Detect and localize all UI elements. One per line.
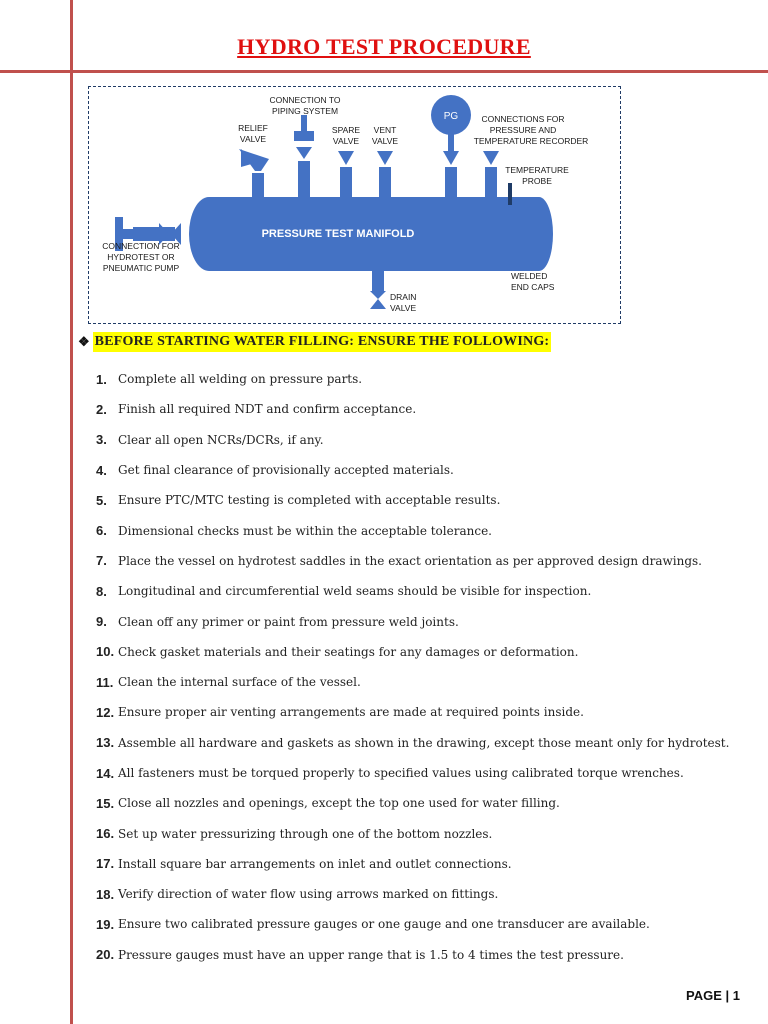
step-text: Ensure two calibrated pressure gauges or one gauge and one transducer are available. xyxy=(118,917,650,932)
recorder-valve xyxy=(483,151,499,165)
label-relief-2: VALVE xyxy=(239,134,267,144)
step-number: 15. xyxy=(96,795,115,811)
list-item xyxy=(96,485,756,515)
list-item xyxy=(96,637,756,667)
list-item xyxy=(96,425,756,455)
label-drain-1: DRAIN xyxy=(390,292,417,302)
step-number: 7. xyxy=(96,553,107,569)
manifold-diagram xyxy=(88,86,621,324)
list-item xyxy=(96,606,756,636)
vent-nozzle xyxy=(379,167,391,197)
margin-line-vertical xyxy=(70,0,73,1024)
step-text: All fasteners must be torqued properly to specified values using calibrated torque wrenches. xyxy=(118,766,684,780)
pump-stub xyxy=(123,229,135,239)
recorder-nozzle xyxy=(485,167,497,197)
piping-stub xyxy=(301,115,307,131)
page-number: PAGE | 1 xyxy=(686,988,740,1003)
label-pump-3: PNEUMATIC PUMP xyxy=(102,263,180,273)
list-item xyxy=(96,394,756,424)
section-heading-text: BEFORE STARTING WATER FILLING: ENSURE THE FOLLOWING: xyxy=(93,332,552,352)
step-number: 9. xyxy=(96,614,107,630)
label-pump-1: CONNECTION FOR xyxy=(102,241,180,251)
step-text: Pressure gauges must have an upper range that is 1.5 to 4 times the test pressure. xyxy=(118,947,624,962)
step-number: 6. xyxy=(96,523,107,539)
step-number: 2. xyxy=(96,401,107,417)
step-text: Ensure proper air venting arrangements are made at required points inside. xyxy=(118,705,584,720)
list-item xyxy=(96,758,756,788)
step-text: Clean the internal surface of the vessel. xyxy=(118,675,361,690)
step-number: 19. xyxy=(96,916,115,932)
label-drain-2: VALVE xyxy=(390,303,417,313)
step-number: 10. xyxy=(96,644,115,660)
list-item xyxy=(96,546,756,576)
gauge-valve xyxy=(443,151,459,165)
step-number: 14. xyxy=(96,765,115,781)
step-text: Assemble all hardware and gaskets as shown in the drawing, except those meant only for hydrotest. xyxy=(118,735,730,750)
vessel-left-cap xyxy=(189,197,229,271)
label-probe-1: TEMPERATURE xyxy=(505,165,569,175)
procedure-steps-list xyxy=(96,364,756,970)
list-item xyxy=(96,364,756,394)
step-text: Ensure PTC/MTC testing is completed with acceptable results. xyxy=(118,493,501,508)
list-item xyxy=(96,849,756,879)
drain-valve-bottom xyxy=(370,299,386,309)
gauge-stem xyxy=(448,133,454,151)
list-item xyxy=(96,576,756,606)
step-number: 1. xyxy=(96,371,107,387)
step-text: Place the vessel on hydrotest saddles in the exact orientation as per approved design drawings. xyxy=(118,553,702,568)
gauge-nozzle xyxy=(445,167,457,197)
list-item xyxy=(96,697,756,727)
label-probe-2: PROBE xyxy=(522,176,552,186)
label-spare-1: SPARE xyxy=(331,125,361,135)
manifold-diagram-svg xyxy=(89,87,622,325)
step-number: 4. xyxy=(96,462,107,478)
drain-nozzle xyxy=(372,271,384,291)
step-number: 11. xyxy=(96,674,114,690)
step-number: 12. xyxy=(96,704,115,720)
relief-nozzle xyxy=(252,173,264,197)
list-item xyxy=(96,667,756,697)
list-item xyxy=(96,940,756,970)
step-number: 5. xyxy=(96,492,107,508)
spare-valve xyxy=(338,151,354,165)
list-item xyxy=(96,788,756,818)
section-heading xyxy=(78,332,551,352)
list-item xyxy=(96,909,756,939)
step-number: 16. xyxy=(96,826,115,842)
vessel-right-cap xyxy=(525,197,553,271)
step-number: 3. xyxy=(96,432,107,448)
label-vent-2: VALVE xyxy=(371,136,399,146)
step-number: 20. xyxy=(96,947,115,963)
label-piping-1: CONNECTION TO xyxy=(269,95,341,105)
spare-nozzle xyxy=(340,167,352,197)
diamond-bullet-icon: ❖ xyxy=(78,334,90,349)
step-number: 8. xyxy=(96,583,107,599)
list-item xyxy=(96,818,756,848)
manifold-label: PRESSURE TEST MANIFOLD xyxy=(261,228,415,240)
piping-nozzle xyxy=(298,161,310,197)
step-text: Finish all required NDT and confirm acceptance. xyxy=(118,402,417,417)
step-text: Set up water pressurizing through one of the bottom nozzles. xyxy=(118,826,493,841)
step-text: Clean off any primer or paint from pressure weld joints. xyxy=(118,614,459,629)
drain-valve-top xyxy=(370,291,386,299)
step-text: Verify direction of water flow using arrows marked on fittings. xyxy=(118,887,499,902)
temperature-probe xyxy=(508,183,512,205)
step-text: Get final clearance of provisionally accepted materials. xyxy=(118,463,454,478)
step-number: 17. xyxy=(96,856,115,872)
label-spare-2: VALVE xyxy=(332,136,360,146)
label-recorder-3: TEMPERATURE RECORDER xyxy=(473,136,589,146)
step-text: Check gasket materials and their seatings for any damages or deformation. xyxy=(118,644,579,659)
label-recorder-1: CONNECTIONS FOR xyxy=(481,114,565,124)
step-text: Clear all open NCRs/DCRs, if any. xyxy=(118,432,324,447)
step-text: Complete all welding on pressure parts. xyxy=(118,372,363,387)
gauge-label: PG xyxy=(443,111,459,122)
list-item xyxy=(96,515,756,545)
margin-line-horizontal xyxy=(0,70,768,73)
label-caps-2: END CAPS xyxy=(511,282,555,292)
list-item xyxy=(96,455,756,485)
label-recorder-2: PRESSURE AND xyxy=(489,125,557,135)
label-pump-2: HYDROTEST OR xyxy=(107,252,175,262)
step-number: 13. xyxy=(96,735,115,751)
piping-flange xyxy=(294,131,314,141)
label-caps-1: WELDED xyxy=(511,271,548,281)
list-item xyxy=(96,879,756,909)
label-vent-1: VENT xyxy=(373,125,397,135)
piping-valve xyxy=(296,147,312,159)
vent-valve xyxy=(377,151,393,165)
step-text: Longitudinal and circumferential weld seams should be visible for inspection. xyxy=(118,584,592,599)
page-title: HYDRO TEST PROCEDURE xyxy=(237,34,531,59)
step-number: 18. xyxy=(96,886,115,902)
step-text: Install square bar arrangements on inlet and outlet connections. xyxy=(118,856,512,871)
step-text: Close all nozzles and openings, except the top one used for water filling. xyxy=(118,796,560,811)
label-piping-2: PIPING SYSTEM xyxy=(271,106,339,116)
label-relief-1: RELIEF xyxy=(238,123,268,133)
list-item xyxy=(96,728,756,758)
step-text: Dimensional checks must be within the acceptable tolerance. xyxy=(118,523,492,538)
